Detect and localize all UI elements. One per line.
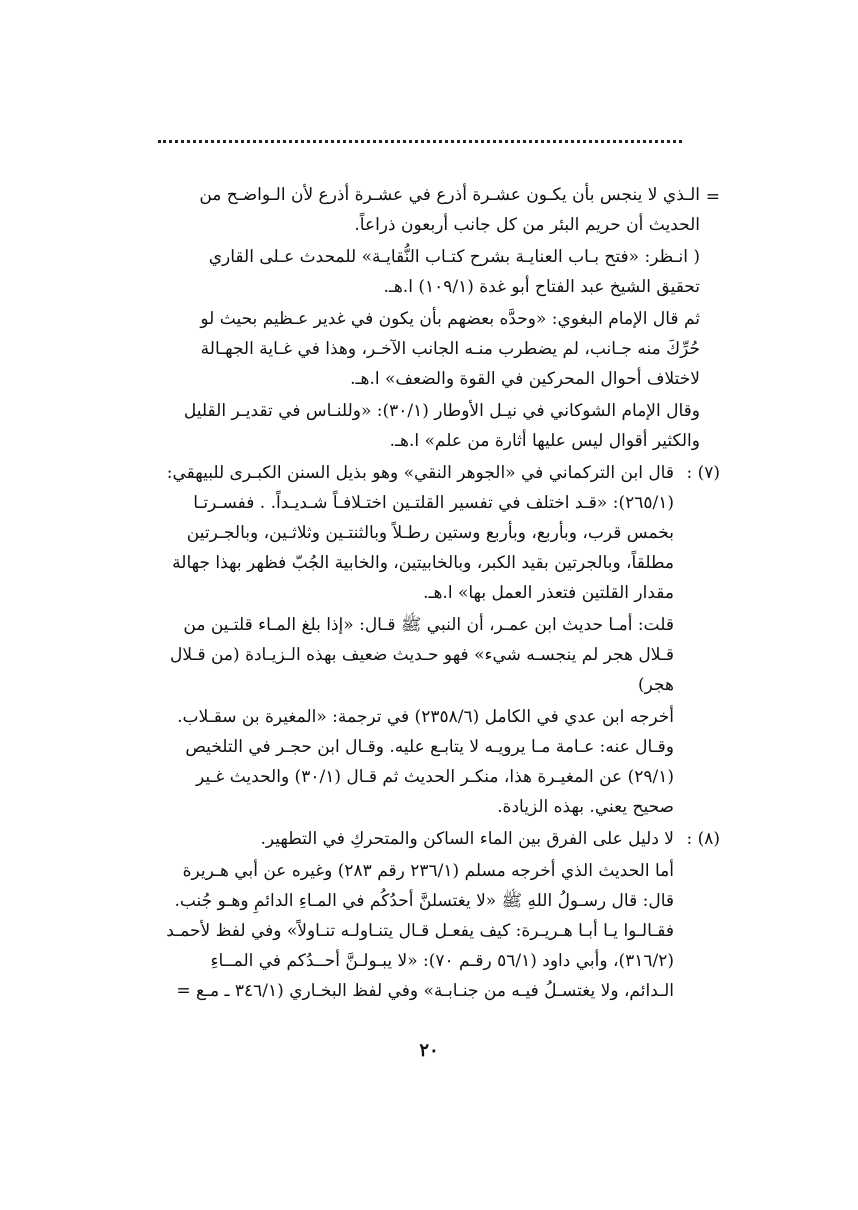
footnote-paragraph bbox=[150, 702, 674, 822]
intro-paragraph bbox=[150, 242, 700, 302]
text-line: ( انـظر: «فتح بـاب العنايـة بشرح كتـاب النُّقايـة» للمحدث عـلى القاري bbox=[208, 247, 700, 267]
intro-paragraph bbox=[150, 304, 700, 394]
footnote-number: (٨) : bbox=[686, 829, 720, 849]
text-line: الحديث أن حريم البئر من كل جانب أربعون ذراعاً. bbox=[354, 215, 700, 235]
footnote-number: (٧) : bbox=[686, 463, 720, 483]
text-line: الـدائم، ولا يغتسـلُ فيـه من جنـابـة» وفي لفظ البخـاري (٣٤٦/١ ـ مـع = bbox=[176, 981, 674, 1001]
footnote-paragraph bbox=[150, 824, 674, 854]
intro-paragraph bbox=[150, 180, 720, 240]
text-line: لا دليل على الفرق بين الماء الساكن والمتحركِ في التطهير. bbox=[260, 829, 674, 849]
text-line: صحيح يعني. بهذه الزيادة. bbox=[497, 797, 674, 817]
header-dotted-rule bbox=[158, 140, 682, 143]
text-line: تحقيق الشيخ عبد الفتاح أبو غدة (١٠٩/١) ا.هـ. bbox=[383, 277, 700, 297]
text-line: قال ابن التركماني في «الجوهر النقي» وهو بذيل السنن الكبـرى للبيهقي: bbox=[166, 463, 674, 483]
text-line: أما الحديث الذي أخرجه مسلم (٢٣٦/١ رقم ٢٨٣) وغيره عن أبي هـريرة bbox=[182, 861, 674, 881]
text-line: وقال الإمام الشوكاني في نيـل الأوطار (٣٠/١): «وللنـاس في تقديـر القليل bbox=[183, 401, 700, 421]
text-line: بخمس قرب، وبأربع، وبأربع وستين رطـلاً وبالثنتـين وثلاثـين، وبالجـرتين bbox=[186, 523, 674, 543]
intro-paragraph bbox=[150, 396, 700, 456]
text-line: أخرجه ابن عدي في الكامل (٢٣٥٨/٦) في ترجمة: «المغيرة بن سقـلاب. bbox=[177, 707, 674, 727]
text-line: هجر) bbox=[638, 675, 674, 695]
footnote-paragraph bbox=[150, 610, 674, 700]
footnote-paragraph bbox=[150, 856, 674, 1006]
text-line: ثم قال الإمام البغوي: «وحدَّه بعضهم بأن يكون في غدير عـظيم بحيث لو bbox=[200, 309, 700, 329]
footnote-8 bbox=[150, 824, 720, 1006]
continuation-mark: = bbox=[705, 187, 720, 207]
text-line: (٢٩/١) عن المغيـرة هذا، منكـر الحديث ثم قـال (٣٠/١) والحديث غـير bbox=[195, 767, 674, 787]
page-number: ٢٠ bbox=[419, 1040, 439, 1061]
footnote-7 bbox=[150, 458, 720, 822]
text-line: حُرِّكَ منه جـانب، لم يضطرب منـه الجانب الآخـر، وهذا في غـاية الجهـالة bbox=[200, 339, 700, 359]
text-line: وقـال عنه: عـامة مـا يرويـه لا يتابـع عليه. وقـال ابن حجـر في التلخيص bbox=[185, 737, 674, 757]
text-line: قلت: أمـا حديث ابن عمـر، أن النبي ﷺ قـال: «إذا بلغ المـاء قلتـين من bbox=[183, 615, 674, 635]
text-line: مقدار القلتين فتعذر العمل بها» ا.هـ. bbox=[423, 583, 674, 603]
text-line: الـذي لا ينجس بأن يكـون عشـرة أذرع في عشـرة أذرع لأن الـواضـح من bbox=[199, 185, 700, 205]
text-line: مطلقاً، وبالجرتين بقيد الكبر، وبالخابيتين، والخابية الجُبّ فظهر بهذا جهالة bbox=[172, 553, 674, 573]
text-line: (٢٦٥/١): «قـد اختلف في تفسير القلتـين اختـلافـاً شـديـداً. . ففسـرتـا bbox=[193, 493, 674, 513]
text-line: قال: قال رسـولُ اللهِ ﷺ «لا يغتسلنَّ أحدُكُم في المـاءِ الدائمِ وهـو جُنب. bbox=[174, 891, 674, 911]
text-line: قـلال هجر لم ينجسـه شيء» فهو حـديث ضعيف بهذه الـزيـادة (من قـلال bbox=[169, 645, 674, 665]
footnote-paragraph bbox=[150, 458, 674, 608]
text-line: فقـالـوا يـا أبـا هـريـرة: كيف يفعـل قـال يتنـاولـه تنـاولاً» وفي لفظ لأحمـد bbox=[166, 921, 674, 941]
text-line: والكثير أقوال ليس عليها أثارة من علم» ا.هـ. bbox=[389, 431, 700, 451]
text-line: لاختلاف أحوال المحركين في القوة والضعف» ا.هـ. bbox=[350, 369, 700, 389]
footnotes-body bbox=[150, 180, 720, 1008]
text-line: (٣١٦/٢)، وأبي داود (٥٦/١ رقـم ٧٠): «لا يبـولـنَّ أحــدُكم في المــاءِ bbox=[210, 951, 674, 971]
